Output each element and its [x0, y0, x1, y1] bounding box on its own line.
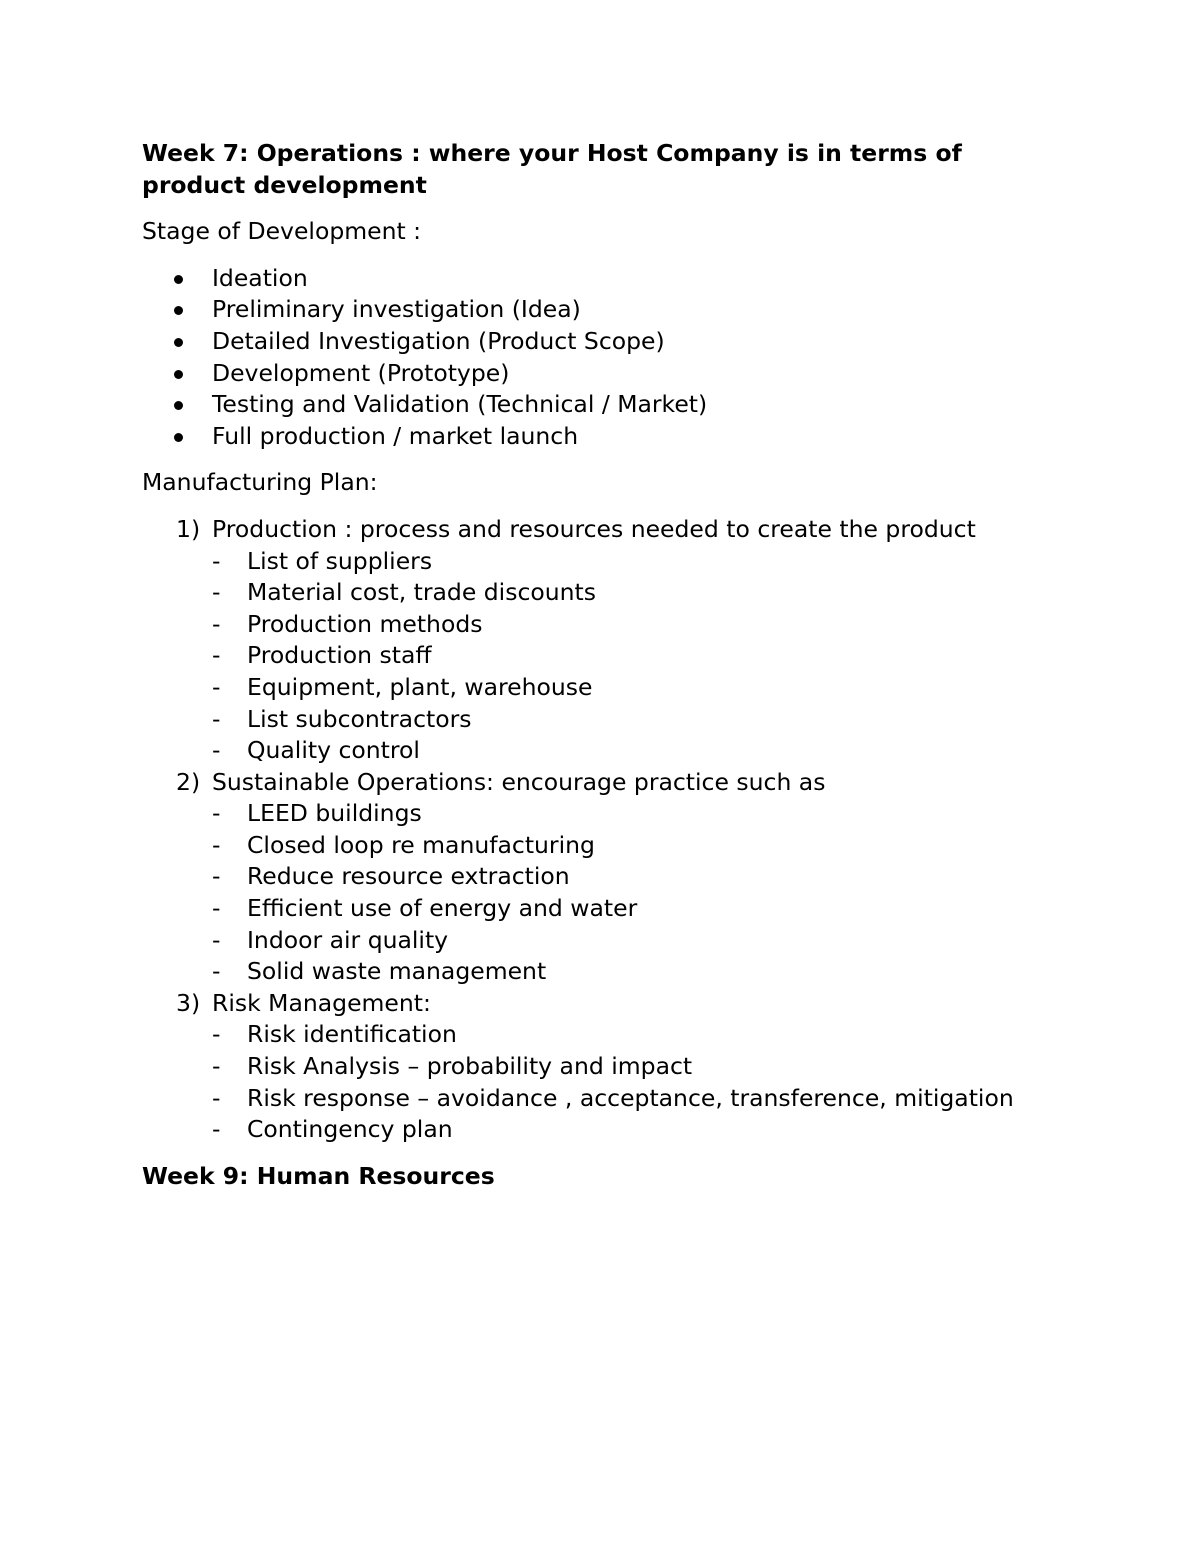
bullet-icon	[174, 306, 183, 315]
list-item-text: Detailed Investigation (Product Scope)	[212, 326, 665, 355]
dash-icon: -	[212, 925, 221, 954]
list-item	[212, 546, 1062, 578]
list-item	[142, 389, 1062, 421]
list-item	[212, 798, 1062, 830]
list-item	[212, 640, 1062, 672]
dash-icon: -	[212, 1083, 221, 1112]
list-item	[212, 609, 1062, 641]
list-item-text: Closed loop re manufacturing	[247, 830, 595, 859]
dash-icon: -	[212, 957, 221, 986]
list-item	[212, 735, 1062, 767]
list-item	[212, 1019, 1062, 1051]
list-item	[212, 1114, 1062, 1146]
risk-management-items	[212, 1019, 1062, 1145]
manufacturing-plan-label: Manufacturing Plan:	[142, 468, 378, 497]
list-item	[212, 577, 1062, 609]
list-item	[212, 672, 1062, 704]
list-item	[142, 358, 1062, 390]
list-item-text: Ideation	[212, 263, 308, 292]
list-item	[212, 925, 1062, 957]
list-item-text: List subcontractors	[247, 704, 472, 733]
dash-icon: -	[212, 862, 221, 891]
dash-icon: -	[212, 1052, 221, 1081]
list-item-text: Risk Analysis – probability and impact	[247, 1052, 693, 1081]
list-item-text: Full production / market launch	[212, 421, 579, 450]
section-risk-management	[142, 988, 1062, 1146]
list-item	[142, 421, 1062, 453]
list-item-text: Contingency plan	[247, 1115, 453, 1144]
dash-icon: -	[212, 704, 221, 733]
dash-icon: -	[212, 799, 221, 828]
list-item-text: Production methods	[247, 609, 483, 638]
list-item-text: Indoor air quality	[247, 925, 449, 954]
sustainable-operations-items	[212, 798, 1062, 988]
week7-heading: Week 7: Operations : where your Host Company is in terms of product development	[142, 139, 962, 199]
section-title: Production : process and resources needed to create the product	[212, 514, 976, 543]
dash-icon: -	[212, 830, 221, 859]
bullet-icon	[174, 401, 183, 410]
list-item-text: Testing and Validation (Technical / Market)	[212, 390, 708, 419]
bullet-icon	[174, 433, 183, 442]
section-number: 1)	[176, 514, 201, 543]
stage-list	[142, 263, 1062, 453]
section-title: Risk Management:	[212, 988, 431, 1017]
list-item-text: Reduce resource extraction	[247, 862, 570, 891]
list-item-text: List of suppliers	[247, 546, 433, 575]
section-sustainable-operations	[142, 767, 1062, 988]
list-item	[212, 861, 1062, 893]
list-item-text: Solid waste management	[247, 957, 547, 986]
list-item	[212, 704, 1062, 736]
bullet-icon	[174, 338, 183, 347]
document-page	[142, 138, 1062, 1192]
bullet-icon	[174, 370, 183, 379]
dash-icon: -	[212, 578, 221, 607]
dash-icon: -	[212, 672, 221, 701]
list-item-text: Risk identification	[247, 1020, 457, 1049]
section-production	[142, 514, 1062, 767]
dash-icon: -	[212, 609, 221, 638]
stage-of-development-label: Stage of Development :	[142, 217, 422, 246]
week9-heading: Week 9: Human Resources	[142, 1161, 495, 1190]
bullet-icon	[174, 275, 183, 284]
list-item	[142, 294, 1062, 326]
list-item-text: Material cost, trade discounts	[247, 578, 596, 607]
list-item-text: Development (Prototype)	[212, 358, 510, 387]
list-item	[212, 893, 1062, 925]
dash-icon: -	[212, 736, 221, 765]
list-item	[212, 1083, 1062, 1115]
list-item-text: Equipment, plant, warehouse	[247, 672, 593, 701]
list-item	[142, 326, 1062, 358]
manufacturing-plan-list	[142, 514, 1062, 1146]
list-item	[212, 956, 1062, 988]
list-item	[142, 263, 1062, 295]
section-number: 3)	[176, 988, 201, 1017]
dash-icon: -	[212, 1020, 221, 1049]
list-item-text: Efficient use of energy and water	[247, 894, 638, 923]
dash-icon: -	[212, 546, 221, 575]
list-item-text: LEED buildings	[247, 799, 422, 828]
production-items	[212, 546, 1062, 767]
list-item	[212, 1051, 1062, 1083]
list-item-text: Production staff	[247, 641, 432, 670]
section-title: Sustainable Operations: encourage practice such as	[212, 767, 826, 796]
list-item-text: Preliminary investigation (Idea)	[212, 295, 581, 324]
section-number: 2)	[176, 767, 201, 796]
dash-icon: -	[212, 894, 221, 923]
dash-icon: -	[212, 1115, 221, 1144]
list-item-text: Quality control	[247, 736, 420, 765]
dash-icon: -	[212, 641, 221, 670]
list-item-text: Risk response – avoidance , acceptance, transference, mitigation	[247, 1083, 1014, 1112]
list-item	[212, 830, 1062, 862]
